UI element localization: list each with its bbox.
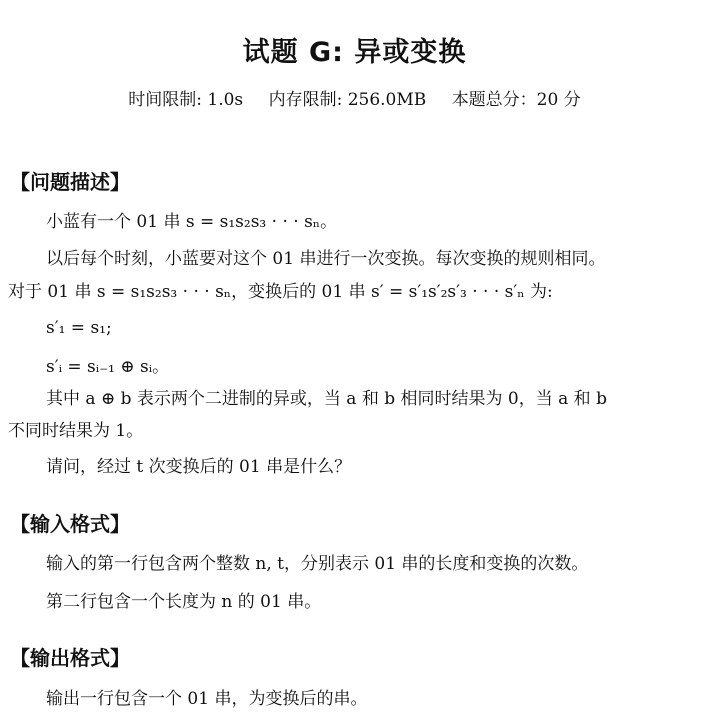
input-paragraph-2: 第二行包含一个长度为 n 的 01 串。 <box>46 592 322 612</box>
problem-title: 试题 G: 异或变换 <box>242 37 467 68</box>
problem-paragraph-3b: 不同时结果为 1。 <box>8 421 144 441</box>
problem-paragraph-4: 请问，经过 t 次变换后的 01 串是什么？ <box>46 457 352 477</box>
limits-line <box>0 85 709 110</box>
problem-paragraph-3a: 其中 a ⊕ b 表示两个二进制的异或，当 a 和 b 相同时结果为 0，当 a 和 b <box>46 389 607 409</box>
output-paragraph-1: 输出一行包含一个 01 串，为变换后的串。 <box>46 689 368 709</box>
formula-first: s′₁ = s₁; <box>46 318 112 338</box>
problem-paragraph-1: 小蓝有一个 01 串 s = s₁s₂s₃ · · · sₙ。 <box>46 212 338 232</box>
section-heading-output: 【输出格式】 <box>10 646 130 670</box>
formula-general: s′ᵢ = sᵢ₋₁ ⊕ sᵢ。 <box>46 357 170 377</box>
section-heading-problem: 【问题描述】 <box>10 170 130 194</box>
problem-paragraph-2b: 对于 01 串 s = s₁s₂s₃ · · · sₙ，变换后的 01 串 s′ = s′₁s′₂s′₃ · · · s′ₙ 为: <box>8 282 553 302</box>
time-limit: 时间限制: 1.0s <box>128 90 244 110</box>
memory-limit: 内存限制: 256.0MB <box>268 90 427 110</box>
input-paragraph-1: 输入的第一行包含两个整数 n, t，分别表示 01 串的长度和变换的次数。 <box>46 554 589 574</box>
problem-paragraph-2a: 以后每个时刻，小蓝要对这个 01 串进行一次变换。每次变换的规则相同。 <box>46 249 606 269</box>
section-heading-input: 【输入格式】 <box>10 512 130 536</box>
total-score: 本题总分：20 分 <box>451 90 581 110</box>
